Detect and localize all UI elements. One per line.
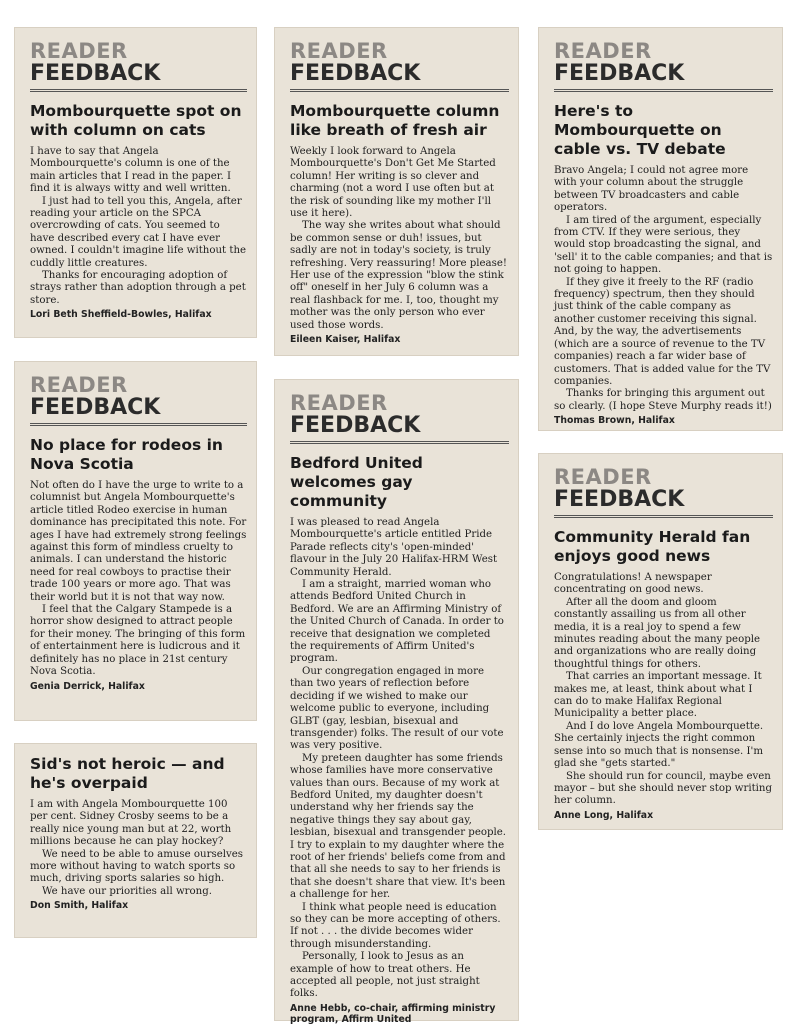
clipping-fresh-air	[274, 27, 519, 356]
headline: Community Herald fan enjoys good news	[554, 528, 751, 565]
paragraph: I am a straight, married woman who attends Bedford United Church in Bedford. We are an Affirming Ministry of the United Church of Canada. In order to receive that designation we completed the requirements of Affirm United's program.	[290, 579, 504, 665]
paragraph: I think what people need is education so they can be more accepting of others. If not . . . the divide becomes wider through misunderstanding.	[290, 901, 501, 950]
paragraph: The way she writes about what should be common sense or duh! issues, but sadly are not in today's society, is truly refreshing. Very reassuring! More please! Her use of the expression "blow the stink off" oneself in her July 6 column was a real flashback for me. I, too, thought my mother was the only person who ever used those words.	[290, 220, 507, 331]
paragraph: If they give it freely to the RF (radio frequency) spectrum, then they should just think of the cable company as another customer receiving this signal. And, by the way, the advertisements (which are a source of revenue to the TV companies) reach a far wider base of customers. That is added value for the TV companies.	[554, 276, 771, 387]
signature: Don Smith, Halifax	[30, 900, 129, 912]
reader-label: READER	[554, 39, 652, 63]
headline: Sid's not heroic — and he's overpaid	[30, 755, 225, 792]
paragraph: I just had to tell you this, Angela, after reading your article on the SPCA overcrowding of cats. You seemed to have described every cat I have ever owned. I couldn't imagine life without the cuddly little creatures.	[30, 195, 247, 269]
paragraph: Thanks for encouraging adoption of strays rather than adoption through a pet store.	[30, 270, 246, 306]
feedback-label: FEEDBACK	[290, 414, 509, 444]
paragraph: Congratulations! A newspaper concentrating on good news.	[554, 572, 712, 596]
paragraph: We need to be able to amuse ourselves more without having to watch sports so much, driving sports salaries so high.	[30, 848, 244, 885]
headline: Here's to Mombourquette on cable vs. TV debate	[554, 102, 726, 158]
paragraph: Our congregation engaged in more than two years of reflection before deciding if we wished to make our welcome public to everyone, including GLBT (gay, lesbian, bisexual and transgender) folks. The result of our vote was very positive.	[290, 665, 504, 752]
paragraph: My preteen daughter has some friends whose families have more conservative values than ours. Because of my work at Bedford United, my daughter doesn't understand why her friends say the negative things they say about gay, lesbian, bisexual and transgender people. I try to explain to my daughter where the root of her friends' beliefs come from and that all she needs to say to her friends is that she doesn't share that view. It's been a challenge for her.	[290, 752, 507, 901]
paragraph: And I do love Angela Mombourquette. She certainly injects the right common sense into so much that is nonsense. I'm glad she "gets started."	[554, 720, 764, 770]
reader-label: READER	[30, 39, 128, 63]
paragraph: I am with Angela Mombourquette 100 per cent. Sidney Crosby seems to be a really nice young man but at 22, worth millions because he can play hockey?	[30, 799, 232, 848]
clipping-rodeos	[14, 361, 257, 721]
letter-body	[290, 517, 509, 1001]
paragraph: Bravo Angela; I could not agree more with your column about the struggle between TV broadcasters and cable operators.	[554, 165, 749, 214]
letter-body	[30, 799, 247, 898]
clipping-sid-crosby	[14, 743, 257, 938]
signature: Anne Hebb, co-chair, affirming ministry program, Affirm United	[290, 1002, 496, 1025]
headline: Mombourquette spot on with column on cats	[30, 102, 242, 139]
letter-body	[30, 480, 247, 679]
paragraph: Personally, I look to Jesus as an example of how to treat others. He accepted all people, not just straight folks.	[290, 951, 480, 1000]
paragraph: After all the doom and gloom constantly assailing us from all other media, it is a real joy to spend a few minutes reading about the many people and organizations who are really doing thoughtful things for others.	[554, 596, 761, 670]
signature: Eileen Kaiser, Halifax	[290, 334, 401, 346]
headline: Mombourquette column like breath of fresh air	[290, 102, 500, 139]
reader-label: READER	[30, 373, 128, 397]
paragraph: I have to say that Angela Mombourquette's column is one of the main articles that I read in the paper. I find it is always witty and well written.	[30, 146, 231, 195]
paragraph: We have our priorities all wrong.	[42, 885, 212, 897]
reader-label: READER	[290, 391, 388, 415]
paragraph: I am tired of the argument, especially from CTV. If they were serious, they would stop broadcasting the signal, and 'sell' it to the cable companies; and that is not going to happen.	[554, 214, 773, 276]
letter-body	[290, 146, 509, 332]
clipping-cable-tv	[538, 27, 783, 431]
feedback-label: FEEDBACK	[554, 62, 773, 92]
feedback-label: FEEDBACK	[290, 62, 509, 92]
letter-body	[554, 165, 773, 413]
paragraph: Thanks for bringing this argument out so clearly. (I hope Steve Murphy reads it!)	[554, 388, 772, 412]
signature: Lori Beth Sheffield-Bowles, Halifax	[30, 309, 212, 321]
headline: No place for rodeos in Nova Scotia	[30, 436, 223, 473]
letter-body	[554, 572, 773, 808]
paragraph: Not often do I have the urge to write to a columnist but Angela Mombourquette's article titled Rodeo exercise in human dominance has precipitated this note. For ages I have had extremely strong feelings against this form of mindless cruelty to animals. I can understand the historic need for real cowboys to practise their trade 100 years or more ago. That was their world but it is not that way now.	[30, 480, 247, 603]
paragraph: I was pleased to read Angela Mombourquette's article entitled Pride Parade reflects city's 'open-minded' flavour in the July 20 Halifax-HRM West Community Herald.	[290, 517, 498, 578]
reader-label: READER	[554, 465, 652, 489]
clipping-community-herald	[538, 453, 783, 830]
feedback-label: FEEDBACK	[30, 396, 247, 426]
letter-body	[30, 146, 247, 307]
paragraph: I feel that the Calgary Stampede is a horror show designed to attract people for their money. The bringing of this form of entertainment here is ludicrous and it definitely has no place in 21st century Nova Scotia.	[30, 604, 246, 678]
signature: Thomas Brown, Halifax	[554, 415, 675, 427]
headline: Bedford United welcomes gay community	[290, 454, 423, 510]
signature: Genia Derrick, Halifax	[30, 680, 145, 692]
clipping-bedford-united	[274, 379, 519, 1025]
paragraph: She should run for council, maybe even mayor – but she should never stop writing her column.	[554, 770, 773, 807]
paragraph: That carries an important message. It makes me, at least, think about what I can do to make Halifax Regional Municipality a better place.	[554, 671, 762, 720]
clipping-cats	[14, 27, 257, 338]
signature: Anne Long, Halifax	[554, 809, 654, 821]
feedback-label: FEEDBACK	[554, 488, 773, 518]
paragraph: Weekly I look forward to Angela Mombourquette's Don't Get Me Started column! Her writing is so clever and charming (not a word I use often but at the risk of sounding like my mother I'll use it here).	[290, 146, 496, 220]
feedback-label: FEEDBACK	[30, 62, 247, 92]
reader-label: READER	[290, 39, 388, 63]
